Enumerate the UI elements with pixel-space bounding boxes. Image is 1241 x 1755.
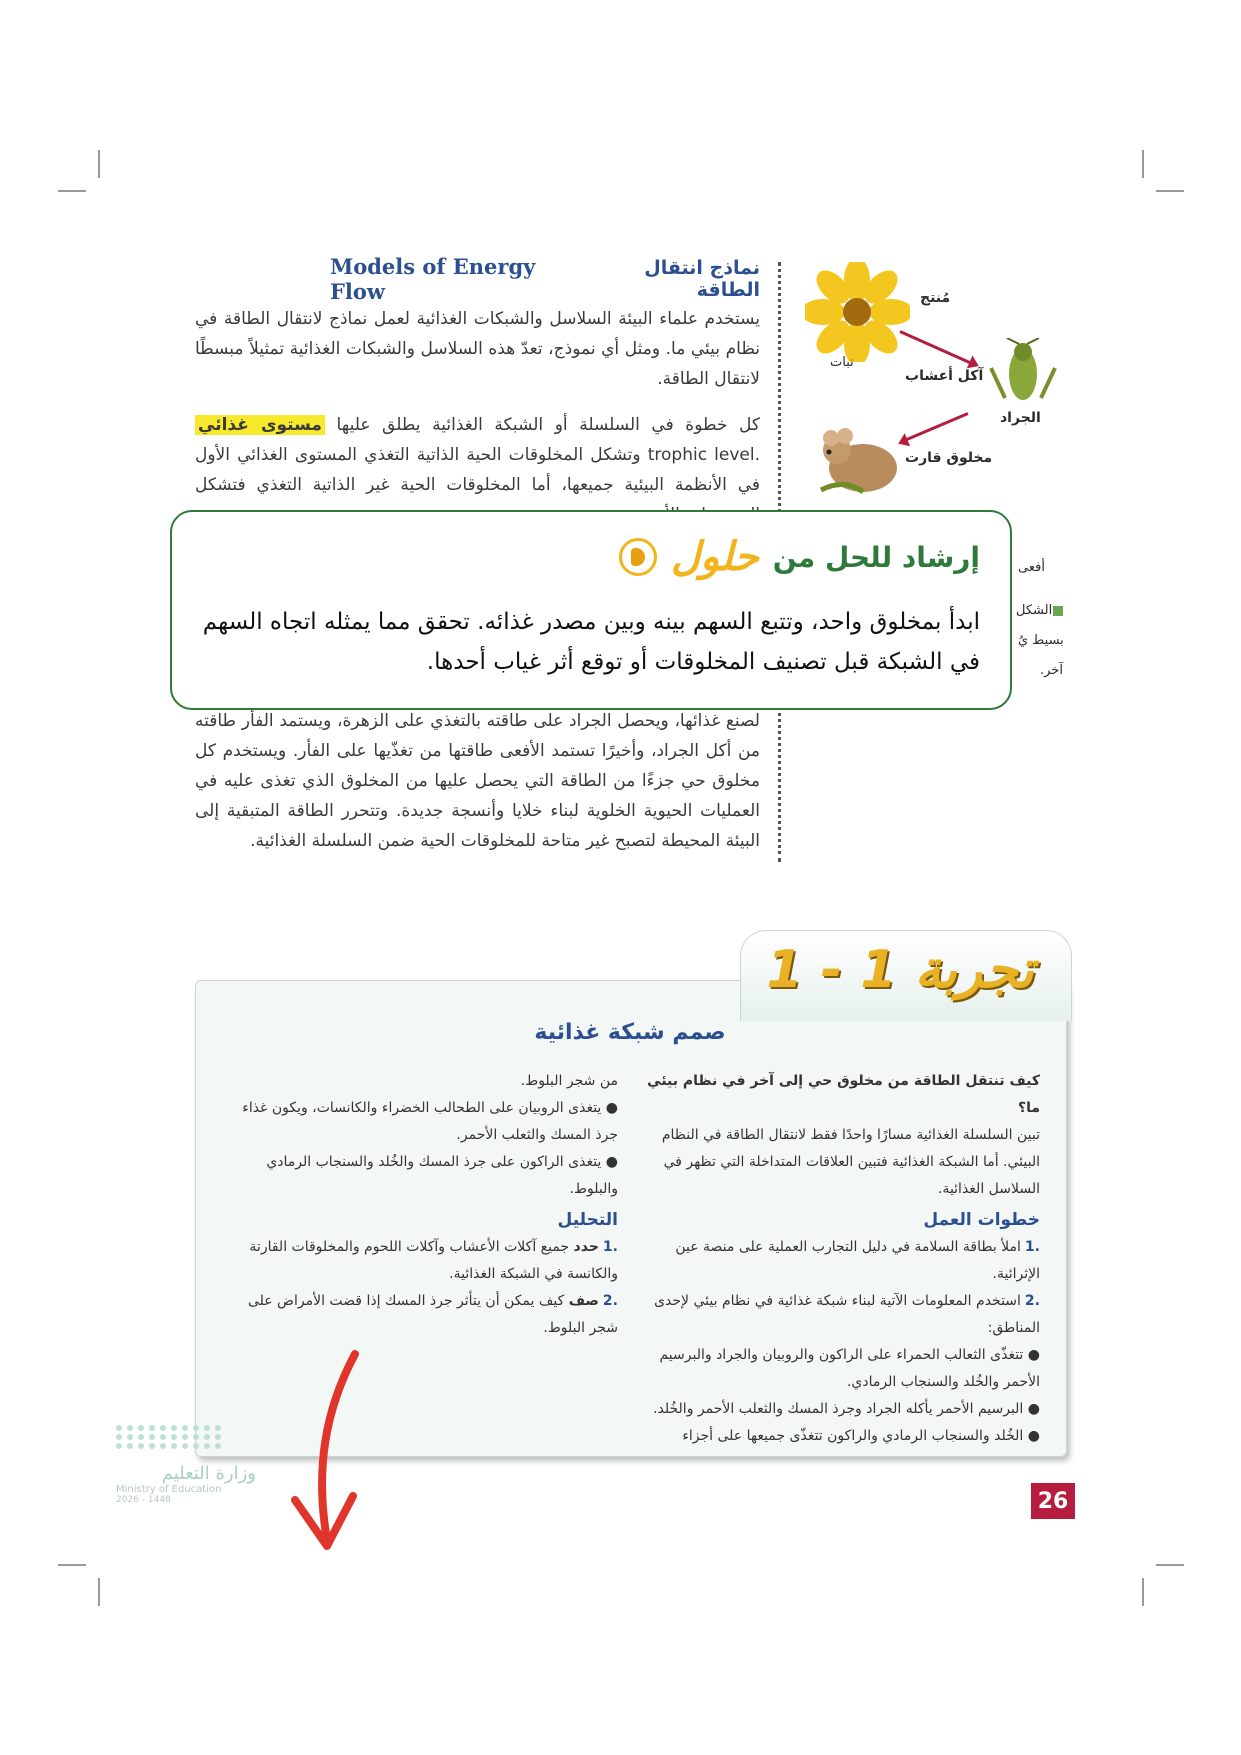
solution-hint-popup <box>170 510 1012 710</box>
analysis-2: .2صف كيف يمكن أن يتأثر جرذ المسك إذا قضت الأمراض على شجر البلوط. <box>247 1293 618 1336</box>
left-continuation: من شجر البلوط. <box>520 1073 618 1089</box>
trophic-text-after: وتشكل المخلوقات الحية الذاتية التغذي المستوى الغذائي الأول في الأنظمة البيئية جميعها، أما المخلوقات الحية غير الذاتية التغذي فتشكل <box>195 445 760 495</box>
section-title-en: Models of Energy Flow <box>330 254 536 304</box>
list-item: ● تتغذّى الثعالب الحمراء على الراكون والروبيان والجراد والبرسيم الأحمر والخُلد والسنجاب الرمادي. <box>659 1347 1040 1390</box>
label-herbivore: آكل أعشاب <box>905 368 984 384</box>
flower-icon <box>805 262 910 362</box>
ministry-year: 2026 - 1448 <box>116 1495 171 1505</box>
brand-logo-icon <box>619 538 657 576</box>
grasshopper-icon <box>985 338 1060 408</box>
bullet-text: الخُلد والسنجاب الرمادي والراكون تتغذّى جميعها على أجزاء <box>682 1428 1024 1444</box>
bullet-text: تتغذّى الثعالب الحمراء على الراكون والروبيان والجراد والبرسيم الأحمر والخُلد والسنجاب الرمادي. <box>659 1347 1040 1390</box>
analysis-2-verb: صف <box>568 1293 599 1309</box>
experiment-label: تجربة 1 - 1 <box>766 940 1034 1000</box>
arrow-plant-to-grasshopper <box>899 330 975 366</box>
crop-mark <box>1142 1578 1144 1606</box>
step-1-text: املأ بطاقة السلامة في دليل التجارب العملية على منصة عين الإثرائية. <box>675 1239 1040 1282</box>
list-item: ● يتغذى الروبيان على الطحالب الخضراء والكانسات، ويكون غذاء جرذ المسك والثعلب الأحمر. <box>242 1100 618 1143</box>
experiment-right-column <box>635 1068 1040 1450</box>
crop-mark <box>58 190 86 192</box>
crop-mark <box>98 150 100 178</box>
bullet-text: يتغذى الروبيان على الطحالب الخضراء والكانسات، ويكون غذاء جرذ المسك والثعلب الأحمر. <box>242 1100 618 1143</box>
analysis-1-verb: حدد <box>573 1239 599 1255</box>
scroll-down-arrow-icon <box>285 1350 365 1560</box>
analysis-1: .1حدد جميع آكلات الأعشاب وآكلات اللحوم والمخلوقات القارتة والكانسة في الشبكة الغذائية. <box>249 1239 618 1282</box>
section-title-ar: نماذج انتقال الطاقة <box>644 257 760 301</box>
crop-mark <box>58 1564 86 1566</box>
experiment-left-column <box>218 1068 618 1342</box>
caption-fragment-1: الشكل <box>1016 603 1053 618</box>
ministry-logo <box>116 1425 256 1505</box>
ministry-name-en: Ministry of Education <box>116 1484 222 1495</box>
ministry-dots-icon <box>116 1425 256 1449</box>
page-number: 26 <box>1031 1483 1075 1519</box>
trophic-text-before: كل خطوة في السلسلة أو الشبكة الغذائية يطلق عليها <box>336 415 761 435</box>
analysis-2-text: كيف يمكن أن يتأثر جرذ المسك إذا قضت الأمراض على شجر البلوط. <box>247 1293 618 1336</box>
trophic-term-en: trophic level. <box>647 445 760 465</box>
crop-mark <box>1142 150 1144 178</box>
arrow-grasshopper-to-mouse <box>901 412 968 443</box>
ministry-name-ar: وزارة التعليم <box>161 1463 256 1484</box>
paragraph-energy: لصنع غذائها، ويحصل الجراد على طاقته بالتغذي على الزهرة، ويستمد الفأر طاقته من أكل الجراد، وأخيرًا تستمد الأفعى طاقتها من تغذّيها على الفأر. ويستخدم كل مخلوق حي جزءًا من الطاقة التي يحصل عليها من المخلوق الذي تغذى عليه في العمليات الحيوية الخلوية لبناء خلايا وأنسجة جديدة. وتتحرر الطاقة المتبقية إلى البيئة المحيطة لتصبح غير متاحة للمخلوقات الحية ضمن السلسلة الغذائية. <box>195 711 760 851</box>
analysis-title: التحليل <box>557 1210 618 1230</box>
bullet-text: يتغذى الراكون على جرذ المسك والخُلد والسنجاب الرمادي والبلوط. <box>266 1154 618 1197</box>
label-snake-fragment: أفعى <box>1018 560 1045 575</box>
label-rodent: مخلوق قارت <box>905 450 993 466</box>
step-1: .1املأ بطاقة السلامة في دليل التجارب العملية على منصة عين الإثرائية. <box>675 1239 1040 1282</box>
crop-mark <box>98 1578 100 1606</box>
label-plant: نبات <box>830 355 854 370</box>
popup-body: ابدأ بمخلوق واحد، وتتبع السهم بينه وبين مصدر غذائه. تحقق مما يمثله اتجاه السهم في الشبكة قبل تصنيف المخلوقات أو توقع أثر غياب أحدها. <box>202 609 980 675</box>
analysis-1-text: جميع آكلات الأعشاب وآكلات اللحوم والمخلوقات القارتة والكانسة في الشبكة الغذائية. <box>249 1239 618 1282</box>
popup-title: إرشاد للحل من <box>772 540 980 574</box>
experiment-intro: تبين السلسلة الغذائية مسارًا واحدًا فقط لانتقال الطاقة في النظام البيئي. أما الشبكة الغذائية فتبين العلاقات المتداخلة التي تظهر في السلاسل الغذائية. <box>661 1127 1040 1197</box>
section-header <box>330 254 760 304</box>
step-2-text: استخدم المعلومات الآتية لبناء شبكة غذائية في نظام بيئي لإحدى المناطق: <box>654 1293 1040 1336</box>
bullet-text: البرسيم الأحمر يأكله الجراد وجرذ المسك والثعلب الأحمر والخُلد. <box>653 1401 1024 1417</box>
crop-mark <box>1156 190 1184 192</box>
crop-mark <box>1156 1564 1184 1566</box>
label-producer: مُنتج <box>920 290 951 306</box>
list-item: ● البرسيم الأحمر يأكله الجراد وجرذ المسك والثعلب الأحمر والخُلد. <box>653 1401 1040 1417</box>
brand-name: حلول <box>671 534 759 580</box>
list-item: ● الخُلد والسنجاب الرمادي والراكون تتغذّى جميعها على أجزاء <box>682 1428 1040 1444</box>
caption-fragment-3: آخر. <box>1040 663 1063 678</box>
list-item: ● يتغذى الراكون على جرذ المسك والخُلد والسنجاب الرمادي والبلوط. <box>266 1154 618 1197</box>
experiment-heading: صمم شبكة غذائية <box>534 1020 726 1045</box>
mouse-icon <box>815 420 905 500</box>
popup-title-row <box>619 534 980 580</box>
caption-fragment-2: بسيط يُ <box>1018 633 1064 648</box>
highlighted-term: مستوى غذائي <box>195 415 325 435</box>
paragraph-intro: يستخدم علماء البيئة السلاسل والشبكات الغذائية لعمل نماذج لانتقال الطاقة في نظام بيئي ما. ومثل أي نموذج، تعدّ هذه السلاسل والشبكات الغذائية تمثيلاً مبسطًا لانتقال الطاقة. <box>195 309 760 389</box>
experiment-question: كيف تنتقل الطاقة من مخلوق حي إلى آخر في نظام بيئي ما؟ <box>647 1073 1040 1116</box>
step-2: .2استخدم المعلومات الآتية لبناء شبكة غذائية في نظام بيئي لإحدى المناطق: <box>654 1293 1040 1336</box>
caption-marker <box>1053 606 1063 616</box>
label-grasshopper: الجراد <box>1000 410 1041 426</box>
steps-title: خطوات العمل <box>923 1210 1040 1230</box>
